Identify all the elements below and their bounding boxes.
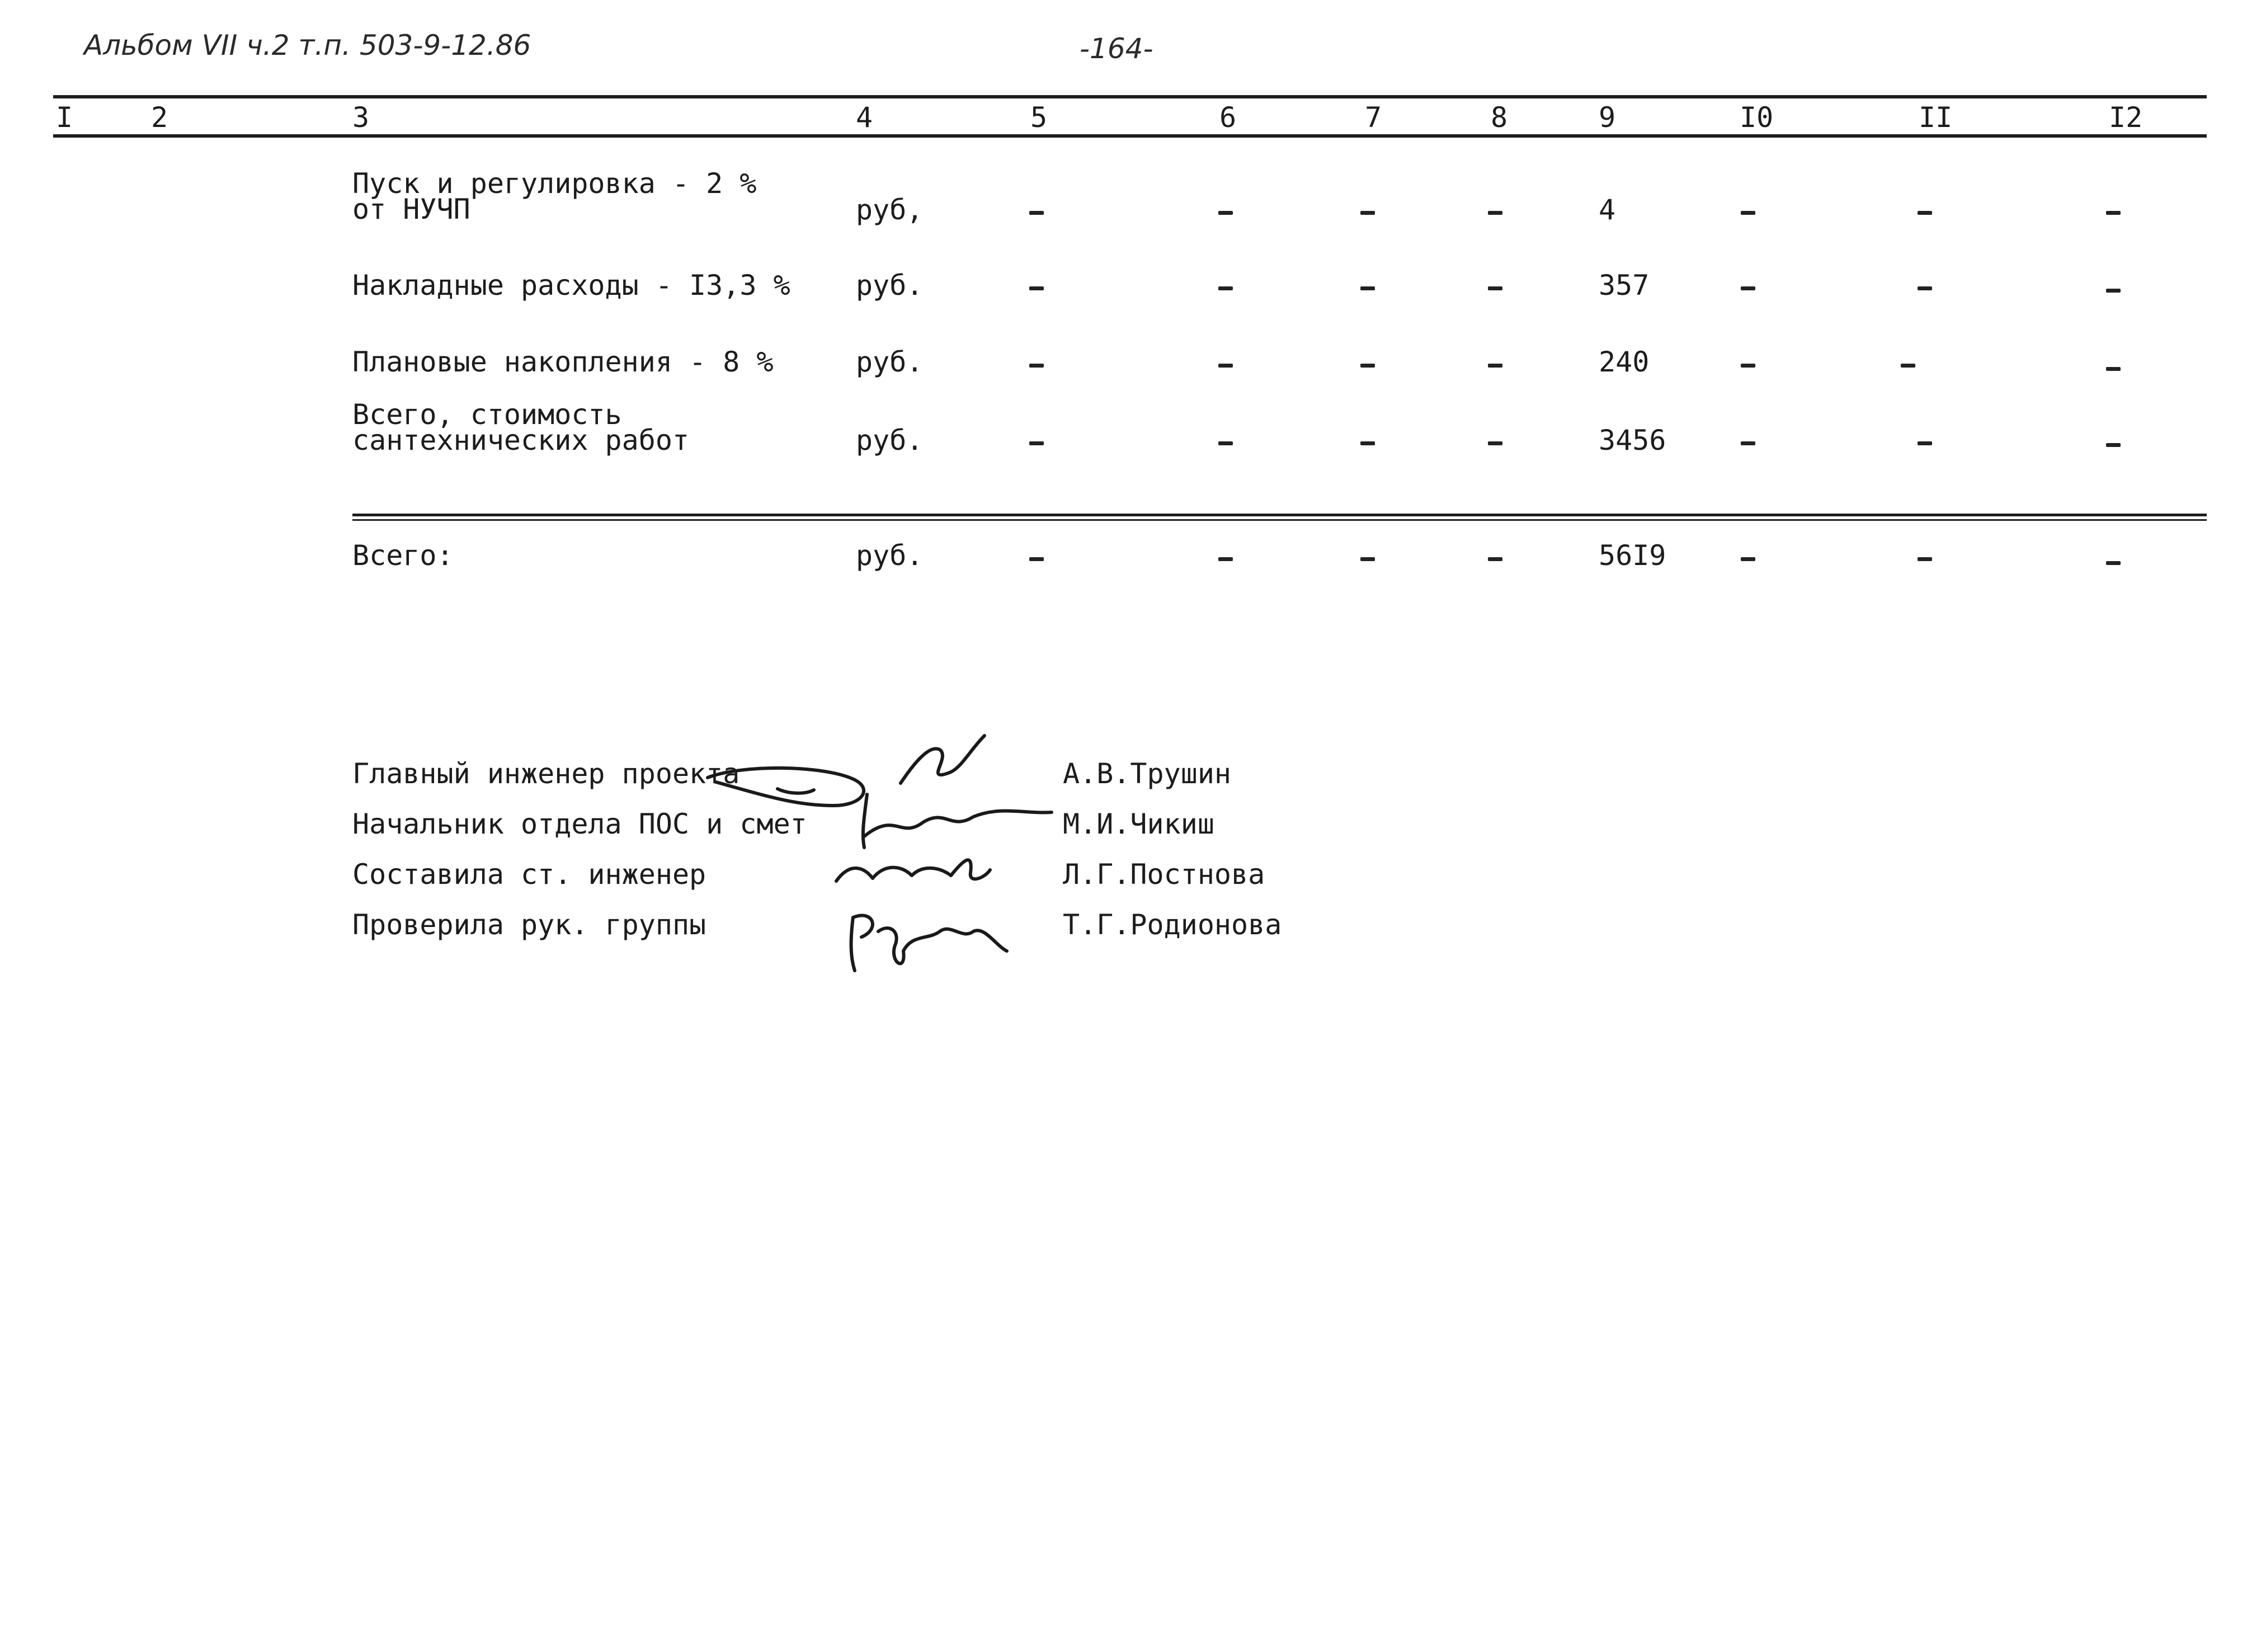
row-unit: руб, <box>856 194 924 226</box>
signature-name: М.И.Чикиш <box>1063 808 1214 840</box>
column-header-9: 9 <box>1599 101 1616 134</box>
column-header-4: 4 <box>856 101 873 134</box>
total-value-col9: 56I9 <box>1599 539 1666 572</box>
row-description: Накладные расходы - I3,3 % <box>352 269 790 302</box>
total-label: Всего: <box>352 539 454 572</box>
signature-rodionova <box>851 915 1007 971</box>
column-header-12: I2 <box>2109 101 2143 134</box>
signature-name: А.В.Трушин <box>1063 757 1232 790</box>
total-unit: руб. <box>856 539 924 572</box>
signature-name: Т.Г.Родионова <box>1063 909 1282 941</box>
row-unit: руб. <box>856 424 924 456</box>
row-unit: руб. <box>856 346 924 378</box>
column-header-3: 3 <box>352 101 370 134</box>
column-header-1: I <box>56 101 73 134</box>
album-reference: Альбом VII ч.2 т.п. 503-9-12.86 <box>84 29 531 62</box>
column-header-10: I0 <box>1740 101 1774 134</box>
column-header-11: II <box>1919 101 1953 134</box>
signature-chief-engineer <box>708 736 984 806</box>
column-header-8: 8 <box>1491 101 1508 134</box>
row-description: Всего, стоимость сантехнических работ <box>352 398 690 456</box>
row-description: Пуск и регулировка - 2 % от НУЧП <box>352 167 757 225</box>
signature-role: Главный инженер проекта <box>352 757 740 790</box>
signature-role: Проверила рук. группы <box>352 909 706 941</box>
row-value-col9: 240 <box>1599 346 1650 378</box>
column-header-2: 2 <box>151 101 168 134</box>
row-value-col9: 357 <box>1599 269 1650 302</box>
page-number: -164- <box>1080 32 1153 65</box>
column-header-7: 7 <box>1365 101 1382 134</box>
signature-name: Л.Г.Постнова <box>1063 858 1265 891</box>
column-header-5: 5 <box>1030 101 1048 134</box>
row-description: Плановые накопления - 8 % <box>352 346 774 378</box>
signature-role: Составила ст. инженер <box>352 858 706 891</box>
row-unit: руб. <box>856 269 924 302</box>
signature-postnova <box>836 860 990 881</box>
row-value-col9: 4 <box>1599 194 1616 226</box>
column-header-6: 6 <box>1219 101 1237 134</box>
signature-role: Начальник отдела ПОС и смет <box>352 808 807 840</box>
signature-department-head <box>863 794 1052 848</box>
row-value-col9: 3456 <box>1599 424 1666 456</box>
